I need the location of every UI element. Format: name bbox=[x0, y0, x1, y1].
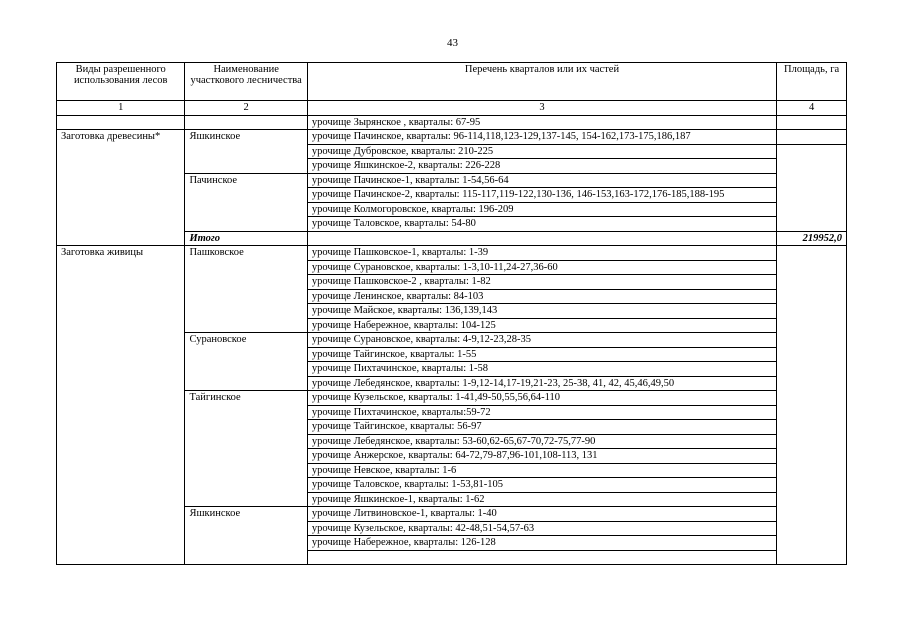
quarters-cell: урочище Набережное, кварталы: 104-125 bbox=[307, 318, 776, 333]
forestry-cell: Тайгинское bbox=[185, 391, 307, 507]
column-number: 2 bbox=[185, 101, 307, 116]
quarters-cell: урочище Колмогоровское, кварталы: 196-209 bbox=[307, 202, 776, 217]
quarters-cell: урочище Пашковское-2 , кварталы: 1-82 bbox=[307, 275, 776, 290]
quarters-cell: урочище Кузельское, кварталы: 1-41,49-50,55,56,64-110 bbox=[307, 391, 776, 406]
area-cell bbox=[777, 144, 847, 231]
quarters-cell: урочище Невское, кварталы: 1-6 bbox=[307, 463, 776, 478]
quarters-cell bbox=[307, 231, 776, 246]
table-row bbox=[57, 246, 847, 261]
quarters-cell: урочище Тайгинское, кварталы: 56-97 bbox=[307, 420, 776, 435]
quarters-cell: урочище Яшкинское-1, кварталы: 1-62 bbox=[307, 492, 776, 507]
quarters-cell: урочище Таловское, кварталы: 1-53,81-105 bbox=[307, 478, 776, 493]
quarters-cell: урочище Пачинское, кварталы: 96-114,118,123-129,137-145, 154-162,173-175,186,187 bbox=[307, 130, 776, 145]
use-type-cell bbox=[57, 115, 185, 130]
quarters-cell: урочище Лебедянское, кварталы: 53-60,62-65,67-70,72-75,77-90 bbox=[307, 434, 776, 449]
area-cell bbox=[777, 246, 847, 565]
quarters-cell: урочище Пачинское-2, кварталы: 115-117,119-122,130-136, 146-153,163-172,176-185,188-195 bbox=[307, 188, 776, 203]
forestry-cell: Пашковское bbox=[185, 246, 307, 333]
area-cell bbox=[777, 115, 847, 130]
quarters-cell: урочище Анжерское, кварталы: 64-72,79-87,96-101,108-113, 131 bbox=[307, 449, 776, 464]
quarters-cell: урочище Пихтачинское, кварталы: 1-58 bbox=[307, 362, 776, 377]
total-area: 219952,0 bbox=[777, 231, 847, 246]
quarters-cell: урочище Яшкинское-2, кварталы: 226-228 bbox=[307, 159, 776, 174]
header-quarters-list: Перечень кварталов или их частей bbox=[307, 63, 776, 101]
column-number: 4 bbox=[777, 101, 847, 116]
header-use-type: Виды разрешенного использования лесов bbox=[57, 63, 185, 101]
use-type-cell: Заготовка живицы bbox=[57, 246, 185, 565]
forestry-cell: Пачинское bbox=[185, 173, 307, 231]
header-forestry-name: Наименование участкового лесничества bbox=[185, 63, 307, 101]
quarters-cell: урочище Дубровское, кварталы: 210-225 bbox=[307, 144, 776, 159]
table-column-numbers-row bbox=[57, 101, 847, 116]
quarters-cell: урочище Кузельское, кварталы: 42-48,51-54,57-63 bbox=[307, 521, 776, 536]
quarters-cell: урочище Литвиновское-1, кварталы: 1-40 bbox=[307, 507, 776, 522]
quarters-cell: урочище Ленинское, кварталы: 84-103 bbox=[307, 289, 776, 304]
quarters-cell: урочище Сурановское, кварталы: 1-3,10-11,24-27,36-60 bbox=[307, 260, 776, 275]
quarters-cell: урочище Таловское, кварталы: 54-80 bbox=[307, 217, 776, 232]
forestry-cell: Яшкинское bbox=[185, 130, 307, 174]
quarters-cell: урочище Пихтачинское, кварталы:59-72 bbox=[307, 405, 776, 420]
column-number: 1 bbox=[57, 101, 185, 116]
table-row bbox=[57, 115, 847, 130]
quarters-cell: урочище Майское, кварталы: 136,139,143 bbox=[307, 304, 776, 319]
forestry-cell: Яшкинское bbox=[185, 507, 307, 565]
quarters-cell: урочище Тайгинское, кварталы: 1-55 bbox=[307, 347, 776, 362]
quarters-cell: урочище Зырянское , кварталы: 67-95 bbox=[307, 115, 776, 130]
table-row bbox=[57, 130, 847, 145]
column-number: 3 bbox=[307, 101, 776, 116]
total-label: Итого bbox=[185, 231, 307, 246]
area-cell bbox=[777, 130, 847, 145]
quarters-cell: урочище Лебедянское, кварталы: 1-9,12-14,17-19,21-23, 25-38, 41, 42, 45,46,49,50 bbox=[307, 376, 776, 391]
forest-quarters-table bbox=[56, 62, 847, 565]
use-type-cell: Заготовка древесины* bbox=[57, 130, 185, 246]
quarters-cell bbox=[307, 550, 776, 564]
header-area: Площадь, га bbox=[777, 63, 847, 101]
forestry-cell: Сурановское bbox=[185, 333, 307, 391]
table-header-row bbox=[57, 63, 847, 101]
quarters-cell: урочище Пачинское-1, кварталы: 1-54,56-64 bbox=[307, 173, 776, 188]
forestry-cell bbox=[185, 115, 307, 130]
page-number: 43 bbox=[447, 37, 458, 49]
quarters-cell: урочище Пашковское-1, кварталы: 1-39 bbox=[307, 246, 776, 261]
quarters-cell: урочище Набережное, кварталы: 126-128 bbox=[307, 536, 776, 551]
quarters-cell: урочище Сурановское, кварталы: 4-9,12-23,28-35 bbox=[307, 333, 776, 348]
